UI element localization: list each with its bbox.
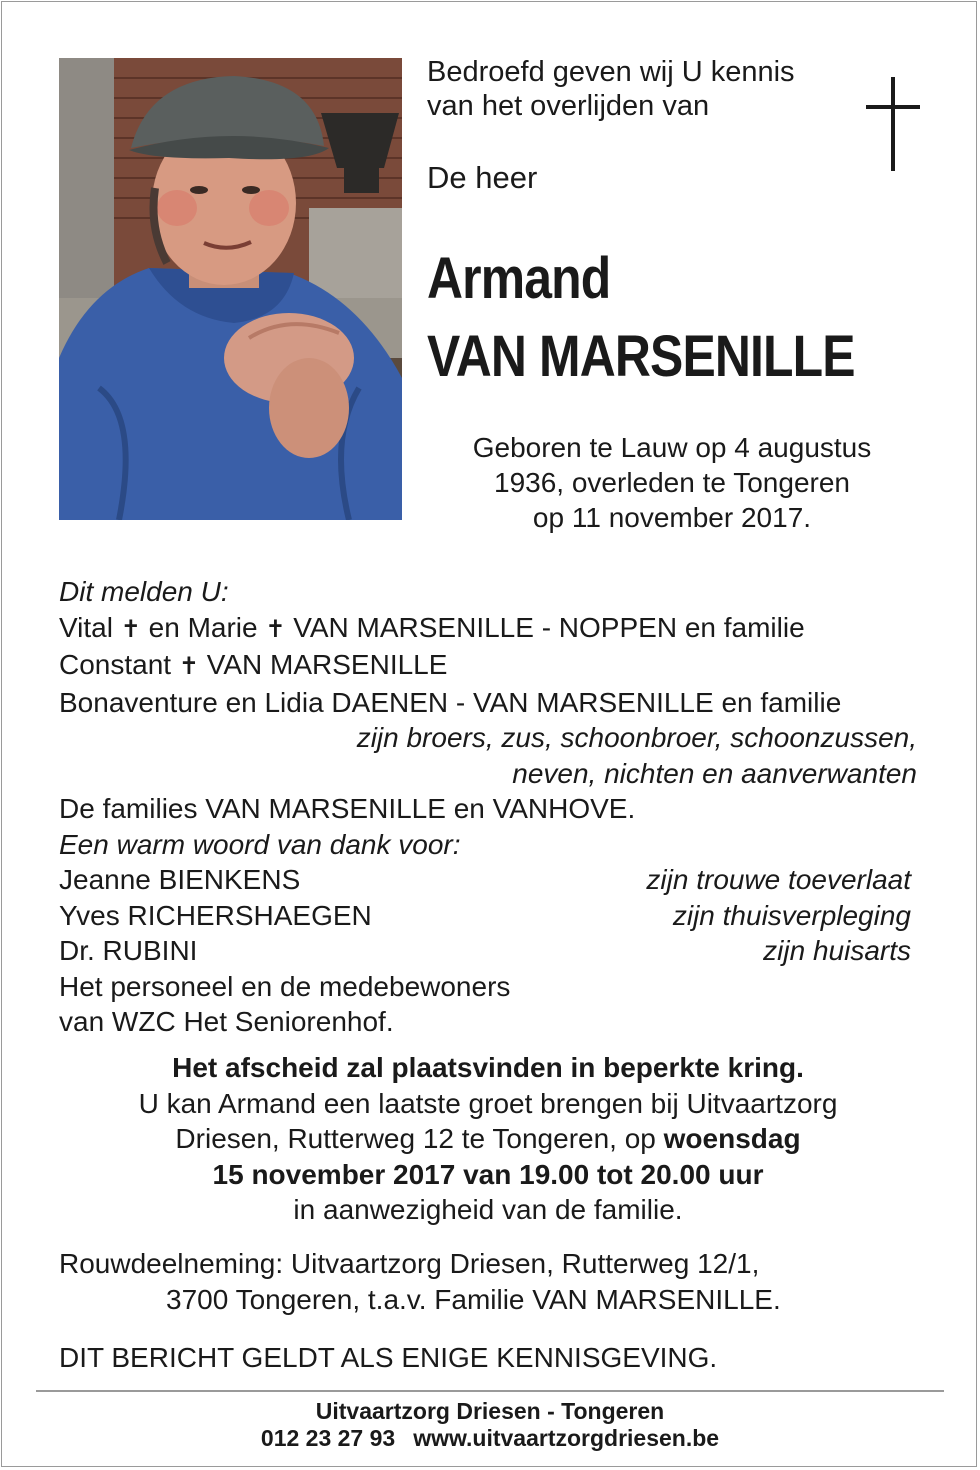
ceremony-details	[59, 1050, 917, 1228]
honorific-title: De heer	[427, 160, 538, 195]
family-line-1	[59, 610, 917, 648]
last-name: VAN MARSENILLE	[427, 324, 855, 389]
family-line-1-part-b: en Marie	[140, 611, 266, 643]
ceremony-line-4	[59, 1157, 917, 1193]
intro-text	[427, 55, 795, 123]
official-notice: DIT BERICHT GELDT ALS ENIGE KENNISGEVING.	[59, 1342, 718, 1373]
staff-line-1: Het personeel en de medebewoners	[59, 970, 511, 1002]
thanks-row	[59, 898, 917, 934]
family-heading: Dit melden U:	[59, 576, 229, 607]
born-line-1: Geboren te Lauw op 4 augustus	[472, 432, 872, 463]
thanks-person-name: Yves RICHERSHAEGEN	[59, 899, 372, 931]
ceremony-line-3	[59, 1121, 917, 1157]
born-line-2: 1936, overleden te Tongeren	[494, 467, 850, 498]
ceremony-weekday: woensdag	[663, 1123, 801, 1154]
family-line-2-part-b: VAN MARSENILLE	[198, 649, 448, 680]
relation-line-2: neven, nichten en aanverwanten	[512, 757, 917, 789]
staff-line-2: van WZC Het Seniorenhof.	[59, 1006, 394, 1037]
relation-line-1: zijn broers, zus, schoonbroer, schoonzussen,	[356, 722, 917, 753]
family-line-1-part-a: Vital	[59, 611, 121, 643]
ceremony-bold-text: Het afscheid zal plaatsvinden in beperkte kring.	[172, 1052, 804, 1083]
footer-phone: 012 23 27 93	[260, 1425, 396, 1451]
deceased-dagger-icon: ✝	[120, 615, 141, 643]
condolence-line-2: 3700 Tongeren, t.a.v. Familie VAN MARSENILLE.	[166, 1284, 781, 1315]
footer-contact	[0, 1425, 980, 1452]
condolence-address	[59, 1246, 781, 1318]
thanks-heading: Een warm woord van dank voor:	[59, 828, 461, 860]
thanks-row	[59, 862, 917, 898]
family-line-1-part-c: VAN MARSENILLE - NOPPEN en familie	[285, 611, 805, 643]
intro-line-1: Bedroefd geven wij U kennis	[427, 56, 795, 88]
ceremony-datetime: 15 november 2017 van 19.00 tot 20.00 uur	[212, 1158, 764, 1190]
condolence-line-1: Rouwdeelneming: Uitvaartzorg Driesen, Rutterweg 12/1,	[59, 1248, 760, 1279]
family-line-3: Bonaventure en Lidia DAENEN - VAN MARSENILLE en familie	[59, 686, 842, 718]
thanks-person-role: zijn thuisverpleging	[672, 899, 911, 931]
deceased-dagger-icon: ✝	[265, 615, 286, 643]
funeral-company-name: Uitvaartzorg Driesen - Tongeren	[315, 1398, 665, 1424]
thanks-person-name: Jeanne BIENKENS	[59, 864, 301, 895]
ceremony-line-3-text: Driesen, Rutterweg 12 te Tongeren, op	[175, 1123, 664, 1154]
deceased-name	[427, 240, 855, 396]
footer	[0, 1398, 980, 1452]
thanks-row	[59, 933, 917, 969]
portrait-photo	[59, 58, 402, 520]
ceremony-line-5: in aanwezigheid van de familie.	[293, 1194, 683, 1225]
thanks-person-name: Dr. RUBINI	[59, 935, 198, 966]
ceremony-line-2: U kan Armand een laatste groet brengen bij Uitvaartzorg	[138, 1087, 838, 1119]
born-line-3: op 11 november 2017.	[532, 502, 812, 533]
ceremony-bold-line	[59, 1050, 917, 1086]
intro-line-2: van het overlijden van	[427, 90, 710, 122]
footer-website-link[interactable]: www.uitvaartzorgdriesen.be	[413, 1425, 720, 1451]
birth-death-details	[440, 430, 904, 535]
cross-icon	[866, 77, 920, 171]
portrait-illustration	[59, 58, 402, 520]
families-line: De families VAN MARSENILLE en VANHOVE.	[59, 793, 636, 824]
family-line-2	[59, 647, 917, 685]
deceased-dagger-icon: ✝	[178, 653, 199, 680]
family-line-2-part-a: Constant	[59, 649, 179, 680]
footer-divider	[36, 1390, 944, 1392]
first-name: Armand	[427, 246, 611, 311]
thanks-person-role: zijn huisarts	[763, 935, 911, 966]
thanks-person-role: zijn trouwe toeverlaat	[646, 864, 911, 895]
announcement-body	[59, 574, 917, 1040]
